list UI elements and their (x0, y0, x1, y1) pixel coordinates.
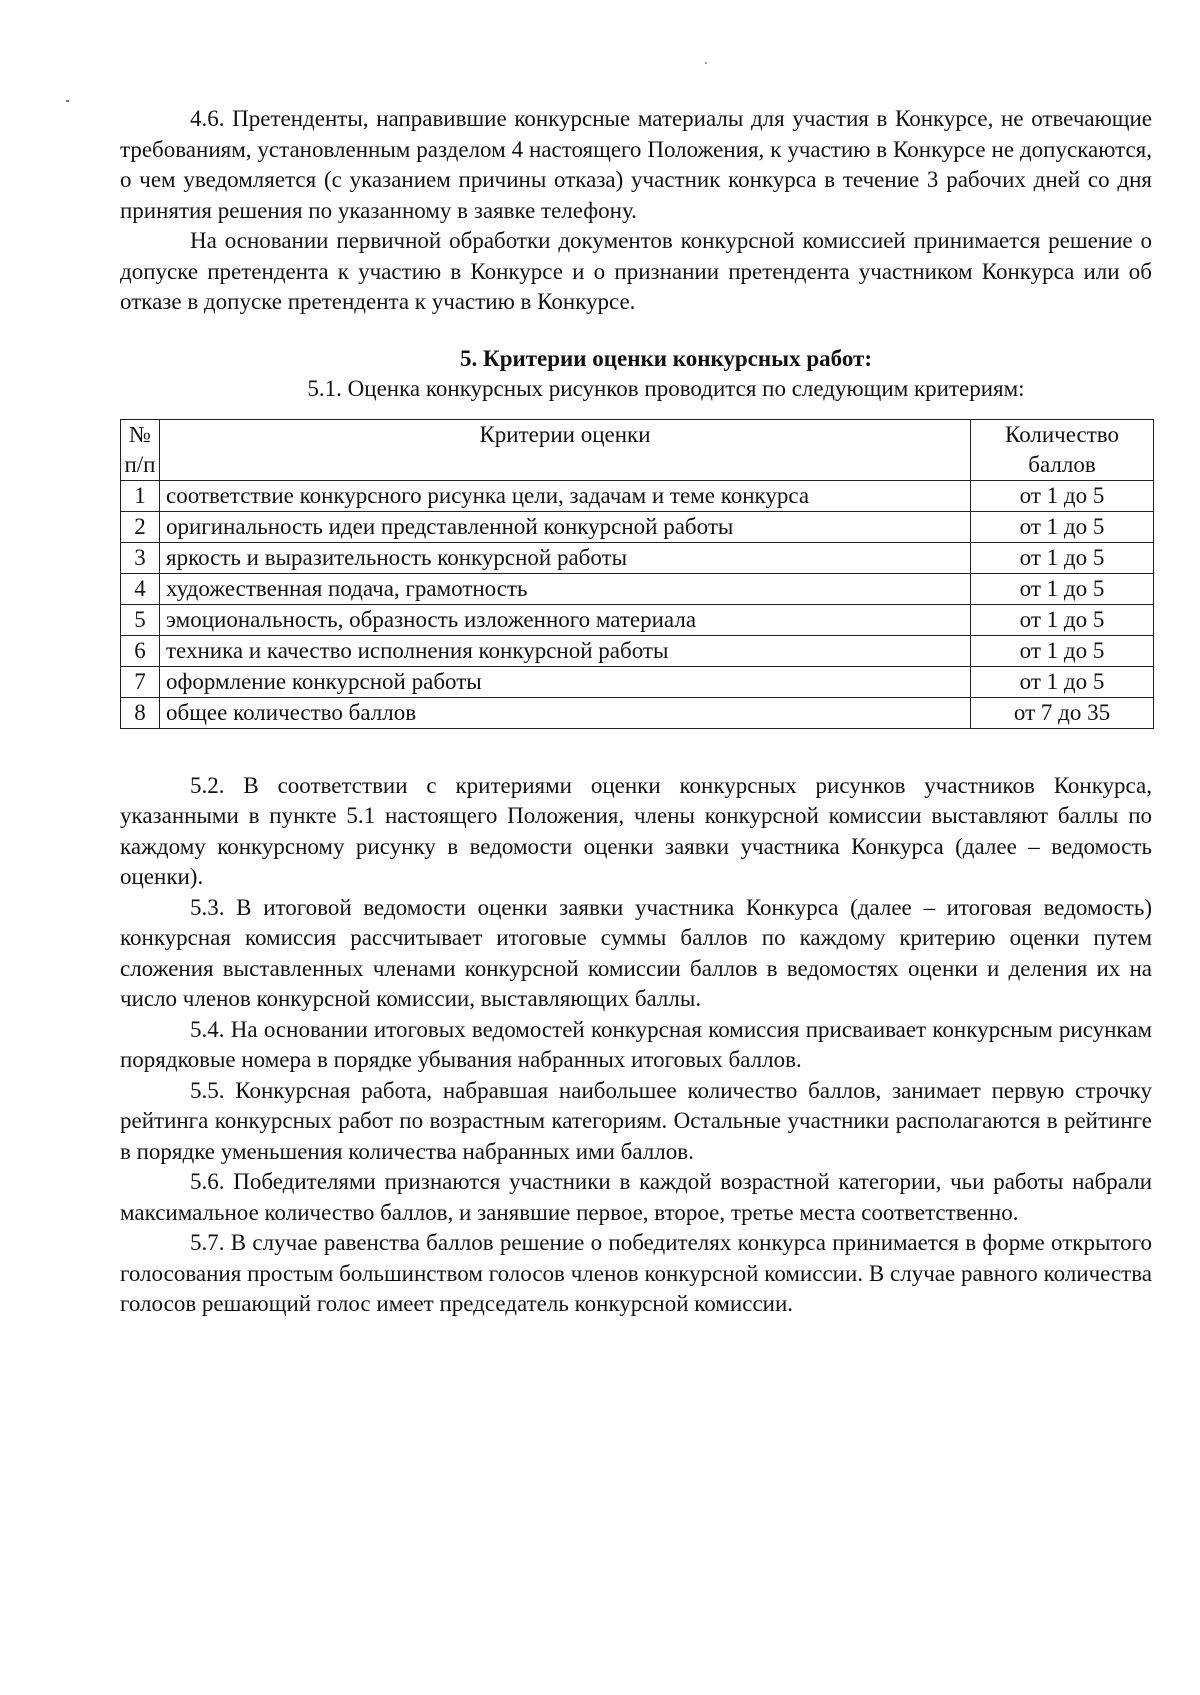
table-row (121, 511, 1154, 542)
paragraph-5-6: 5.6. Победителями признаются участники в каждой возрастной категории, чьи работы набрали максимальное количество баллов, и занявшие первое, второе, третье места соответственно. (120, 1169, 1152, 1225)
row-points: от 1 до 5 (971, 480, 1154, 511)
paragraph-5-2: 5.2. В соответствии с критериями оценки конкурсных рисунков участников Конкурса, указанными в пункте 5.1 настоящего Положения, члены конкурсной комиссии выставляют баллы по каждому конкурсному рисунку в ведомости оценки заявки участника Конкурса (далее – ведомость оценки). (120, 772, 1152, 889)
paragraph-5-3: 5.3. В итоговой ведомости оценки заявки участника Конкурса (далее – итоговая ведомость) конкурсная комиссия рассчитывает итоговые суммы баллов по каждому критерию оценки путем сложения выставленных членами конкурсной комиссии баллов в ведомостях оценки и деления их на число членов конкурсной комиссии, выставляющих баллы. (120, 894, 1152, 1011)
row-number: 6 (121, 635, 160, 666)
row-points: от 1 до 5 (971, 511, 1154, 542)
row-number: 5 (121, 604, 160, 635)
row-number: 3 (121, 542, 160, 573)
row-number: 8 (121, 697, 160, 728)
row-criterion: общее количество баллов (160, 697, 971, 728)
table-row (121, 573, 1154, 604)
row-points: от 1 до 5 (971, 542, 1154, 573)
table-row (121, 542, 1154, 573)
document-page (120, 104, 1152, 1320)
paragraph-5-1: 5.1. Оценка конкурсных рисунков проводится по следующим критериям: (307, 375, 1025, 401)
paragraph-5-7: 5.7. В случае равенства баллов решение о победителях конкурса принимается в форме открытого голосования простым большинством голосов членов конкурсной комиссии. В случае равного количества голосов решающий голос имеет председатель конкурсной комиссии. (120, 1230, 1152, 1316)
row-criterion: художественная подача, грамотность (160, 573, 971, 604)
paragraph-5-4: 5.4. На основании итоговых ведомостей конкурсная комиссия присваивает конкурсным рисункам порядковые номера в порядке убывания набранных итоговых баллов. (120, 1016, 1152, 1072)
row-points: от 1 до 5 (971, 604, 1154, 635)
row-criterion: соответствие конкурсного рисунка цели, задачам и теме конкурса (160, 480, 971, 511)
scan-speck (705, 62, 707, 64)
row-number: 4 (121, 573, 160, 604)
paragraph-5-5: 5.5. Конкурсная работа, набравшая наибольшее количество баллов, занимает первую строчку рейтинга конкурсных работ по возрастным категориям. Остальные участники располагаются в рейтинге в порядке уменьшения количества набранных ими баллов. (120, 1077, 1152, 1164)
table-row (121, 697, 1154, 728)
table-row (121, 635, 1154, 666)
header-criterion: Критерии оценки (160, 419, 971, 480)
section-5-body (120, 771, 1152, 1320)
row-criterion: техника и качество исполнения конкурсной работы (160, 635, 971, 666)
row-points: от 1 до 5 (971, 573, 1154, 604)
table-row (121, 666, 1154, 697)
header-points: Количество баллов (971, 419, 1154, 480)
criteria-table (120, 419, 1154, 729)
row-criterion: яркость и выразительность конкурсной работы (160, 542, 971, 573)
row-number: 1 (121, 480, 160, 511)
table-row (121, 480, 1154, 511)
row-points: от 1 до 5 (971, 666, 1154, 697)
row-criterion: эмоциональность, образность изложенного материала (160, 604, 971, 635)
row-criterion: оформление конкурсной работы (160, 666, 971, 697)
paragraph-4-6-continued: На основании первичной обработки документов конкурсной комиссией принимается решение о допуске претендента к участию в Конкурсе и о признании претендента участником Конкурса или об отказе в допуске претендента к участию в Конкурсе. (120, 228, 1152, 314)
table-header-row (121, 419, 1154, 480)
row-points: от 1 до 5 (971, 635, 1154, 666)
row-criterion: оригинальность идеи представленной конкурсной работы (160, 511, 971, 542)
header-number: № п/п (121, 419, 160, 480)
row-number: 2 (121, 511, 160, 542)
paragraph-4-6: 4.6. Претенденты, направившие конкурсные материалы для участия в Конкурсе, не отвечающие требованиям, установленным разделом 4 настоящего Положения, к участию в Конкурсе не допускаются, о чем уведомляется (с указанием причины отказа) участник конкурса в течение 3 рабочих дней со дня принятия решения по указанному в заявке телефону. (120, 106, 1152, 223)
row-points: от 7 до 35 (971, 697, 1154, 728)
section-5-heading: 5. Критерии оценки конкурсных работ: (460, 345, 872, 371)
row-number: 7 (121, 666, 160, 697)
table-row (121, 604, 1154, 635)
scan-speck (66, 100, 69, 102)
